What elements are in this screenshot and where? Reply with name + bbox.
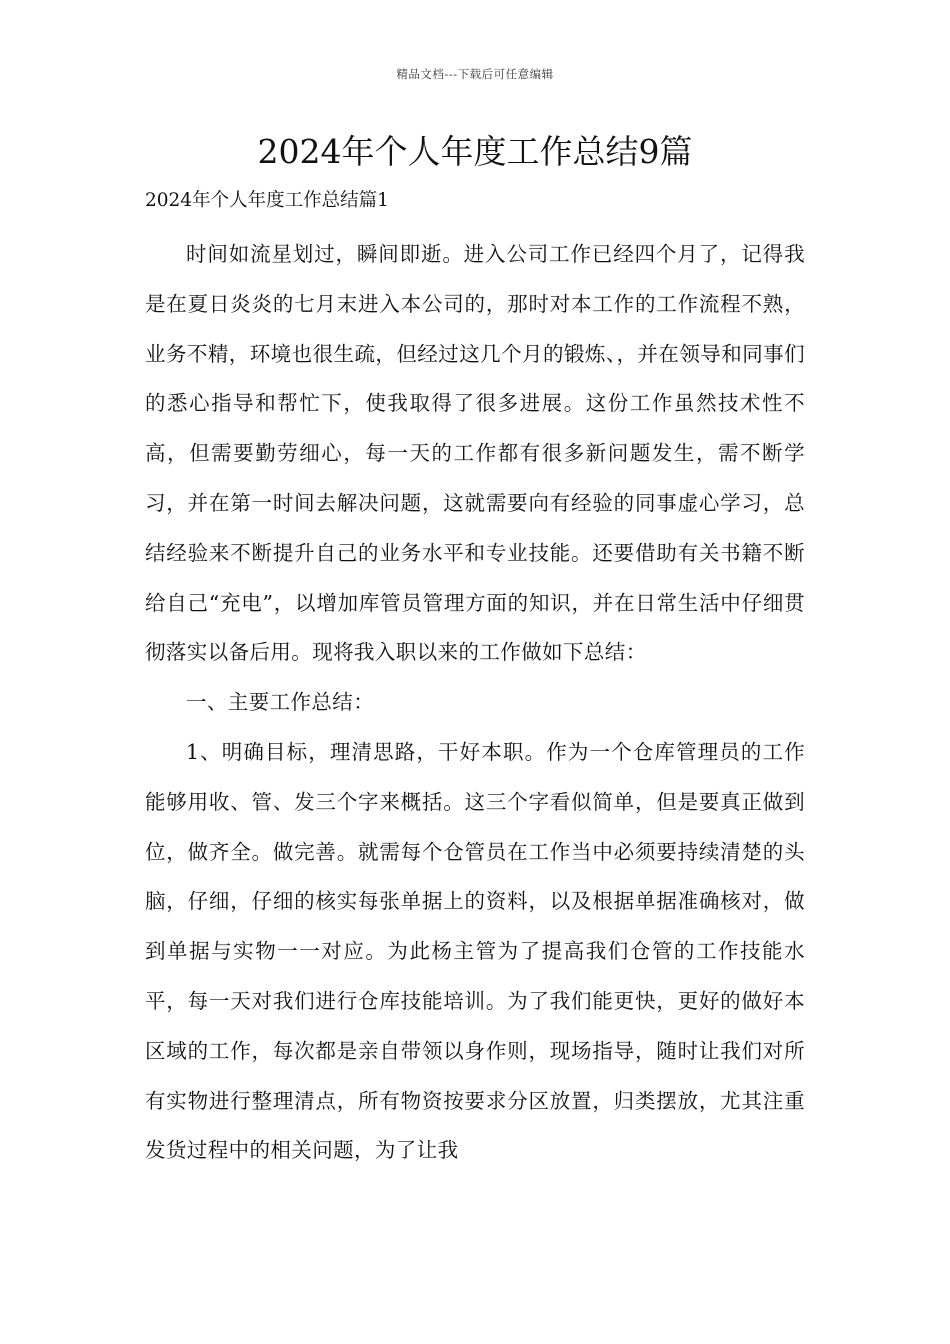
- page-header: 精品文档---下载后可任意编辑: [396, 67, 554, 81]
- paragraph-intro: 时间如流星划过，瞬间即逝。进入公司工作已经四个月了，记得我是在夏日炎炎的七月末进入本公司的，那时对本工作的工作流程不熟，业务不精，环境也很生疏，但经过这几个月的锻炼、，并在领导和同事们的悉心指导和帮忙下，使我取得了很多进展。这份工作虽然技术性不高，但需要勤劳细心，每一天的工作都有很多新问题发生，需不断学习，并在第一时间去解决问题，这就需要向有经验的同事虚心学习，总结经验来不断提升自己的业务水平和专业技能。还要借助有关书籍不断给自己“充电”，以增加库管员管理方面的知识，并在日常生活中仔细贯彻落实以备后用。现将我入职以来的工作做如下总结：: [145, 242, 805, 665]
- paragraph-point-1: 1、明确目标，理清思路，干好本职。作为一个仓库管理员的工作能够用收、管、发三个字来概括。这三个字看似简单，但是要真正做到位，做齐全。做完善。就需每个仓管员在工作当中必须要持续清楚的头脑，仔细，仔细的核实每张单据上的资料，以及根据单据准确核对，做到单据与实物一一对应。为此杨主管为了提高我们仓管的工作技能水平，每一天对我们进行仓库技能培训。为了我们能更快，更好的做好本区域的工作，每次都是亲自带领以身作则，现场指导，随时让我们对所有实物进行整理清点，所有物资按要求分区放置，归类摆放，尤其注重发货过程中的相关问题，为了让我: [145, 739, 805, 1163]
- section-title: 2024年个人年度工作总结篇1: [145, 190, 389, 211]
- document-title: 2024年个人年度工作总结9篇: [257, 132, 693, 171]
- paragraph-heading-main-work: 一、主要工作总结：: [186, 690, 375, 715]
- document-body: [145, 230, 805, 1176]
